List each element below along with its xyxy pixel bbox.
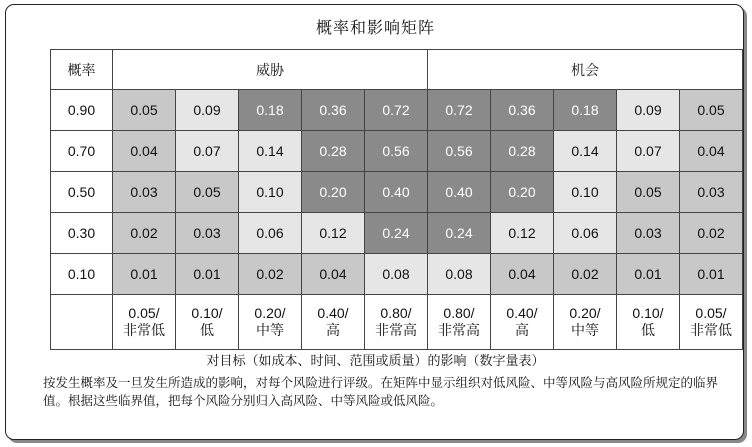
opportunity-score-cell: 0.40 (428, 172, 491, 213)
probability-value: 0.10 (51, 254, 113, 295)
impact-level: 非常低 (690, 322, 732, 338)
threat-score-cell: 0.72 (365, 90, 428, 131)
opportunity-score-cell: 0.04 (680, 131, 743, 172)
probability-value: 0.30 (51, 213, 113, 254)
probability-row (51, 254, 743, 295)
impact-scale-cell (491, 295, 554, 350)
threat-score-cell: 0.04 (113, 131, 176, 172)
impact-axis-label: 对目标（如成本、时间、范围或质量）的影响（数字量表） (206, 354, 545, 369)
threat-score-cell: 0.18 (239, 90, 302, 131)
impact-scale-cell (554, 295, 617, 350)
probability-row (51, 172, 743, 213)
threat-score-cell: 0.56 (365, 131, 428, 172)
opportunity-score-cell: 0.56 (428, 131, 491, 172)
threat-score-cell: 0.04 (302, 254, 365, 295)
opportunity-score-cell: 0.12 (491, 213, 554, 254)
threat-score-cell: 0.28 (302, 131, 365, 172)
impact-level: 非常高 (375, 322, 417, 338)
opportunity-score-cell: 0.72 (428, 90, 491, 131)
threat-score-cell: 0.10 (239, 172, 302, 213)
opportunity-score-cell: 0.02 (680, 213, 743, 254)
opportunity-score-cell: 0.05 (617, 172, 680, 213)
threat-score-cell: 0.12 (302, 213, 365, 254)
threat-score-cell: 0.14 (239, 131, 302, 172)
threat-score-cell: 0.02 (239, 254, 302, 295)
opportunity-score-cell: 0.06 (554, 213, 617, 254)
scale-corner (51, 295, 113, 350)
impact-value: 0.05/ (695, 305, 727, 321)
opportunity-score-cell: 0.28 (491, 131, 554, 172)
impact-scale-cell (113, 295, 176, 350)
impact-level: 高 (326, 322, 340, 338)
threat-score-cell: 0.05 (113, 90, 176, 131)
impact-value: 0.10/ (632, 305, 664, 321)
impact-level: 低 (200, 322, 214, 338)
impact-level: 低 (641, 322, 655, 338)
opportunity-score-cell: 0.03 (680, 172, 743, 213)
threat-score-cell: 0.02 (113, 213, 176, 254)
threat-score-cell: 0.07 (176, 131, 239, 172)
impact-scale-row (51, 295, 743, 350)
opportunity-score-cell: 0.01 (617, 254, 680, 295)
opportunity-score-cell: 0.18 (554, 90, 617, 131)
impact-value: 0.40/ (317, 305, 349, 321)
impact-value: 0.10/ (191, 305, 223, 321)
opportunity-score-cell: 0.24 (428, 213, 491, 254)
threats-header: 威胁 (113, 50, 428, 90)
impact-value: 0.05/ (128, 305, 160, 321)
opportunities-header: 机会 (428, 50, 743, 90)
threat-score-cell: 0.03 (176, 213, 239, 254)
matrix-title: 概率和影响矩阵 (315, 18, 435, 37)
impact-level: 中等 (571, 322, 599, 338)
threat-score-cell: 0.40 (365, 172, 428, 213)
impact-value: 0.20/ (254, 305, 286, 321)
matrix-body (51, 90, 743, 295)
opportunity-score-cell: 0.09 (617, 90, 680, 131)
explanation-note: 按发生概率及一旦发生所造成的影响，对每个风险进行评级。在矩阵中显示组织对低风险、中等风险与高风险所规定的临界值。根据这些临界值，把每个风险分别归入高风险、中等风险或低风险。 (43, 375, 719, 408)
threat-score-cell: 0.08 (365, 254, 428, 295)
impact-level: 非常高 (438, 322, 480, 338)
impact-scale-cell (302, 295, 365, 350)
impact-level: 非常低 (123, 322, 165, 338)
probability-value: 0.90 (51, 90, 113, 131)
opportunity-score-cell: 0.05 (680, 90, 743, 131)
probability-impact-matrix (50, 49, 743, 350)
figure-frame (5, 4, 744, 440)
impact-scale-cell (617, 295, 680, 350)
threat-score-cell: 0.36 (302, 90, 365, 131)
threat-score-cell: 0.05 (176, 172, 239, 213)
threat-score-cell: 0.24 (365, 213, 428, 254)
opportunity-score-cell: 0.10 (554, 172, 617, 213)
impact-level: 中等 (256, 322, 284, 338)
opportunity-score-cell: 0.14 (554, 131, 617, 172)
opportunity-score-cell: 0.04 (491, 254, 554, 295)
threat-score-cell: 0.01 (176, 254, 239, 295)
opportunity-score-cell: 0.36 (491, 90, 554, 131)
probability-value: 0.50 (51, 172, 113, 213)
threat-score-cell: 0.20 (302, 172, 365, 213)
impact-value: 0.40/ (506, 305, 538, 321)
impact-scale-cell (176, 295, 239, 350)
probability-header: 概率 (51, 50, 113, 90)
impact-scale-cell (428, 295, 491, 350)
opportunity-score-cell: 0.07 (617, 131, 680, 172)
opportunity-score-cell: 0.20 (491, 172, 554, 213)
threat-score-cell: 0.01 (113, 254, 176, 295)
opportunity-score-cell: 0.08 (428, 254, 491, 295)
impact-value: 0.80/ (443, 305, 475, 321)
threat-score-cell: 0.09 (176, 90, 239, 131)
impact-scale-cell (239, 295, 302, 350)
impact-level: 高 (515, 322, 529, 338)
impact-value: 0.80/ (380, 305, 412, 321)
impact-scale-cell (680, 295, 743, 350)
probability-row (51, 213, 743, 254)
threat-score-cell: 0.03 (113, 172, 176, 213)
probability-value: 0.70 (51, 131, 113, 172)
opportunity-score-cell: 0.03 (617, 213, 680, 254)
opportunity-score-cell: 0.02 (554, 254, 617, 295)
impact-scale-cell (365, 295, 428, 350)
header-row (51, 50, 743, 90)
probability-row (51, 131, 743, 172)
probability-row (51, 90, 743, 131)
opportunity-score-cell: 0.01 (680, 254, 743, 295)
threat-score-cell: 0.06 (239, 213, 302, 254)
impact-value: 0.20/ (569, 305, 601, 321)
